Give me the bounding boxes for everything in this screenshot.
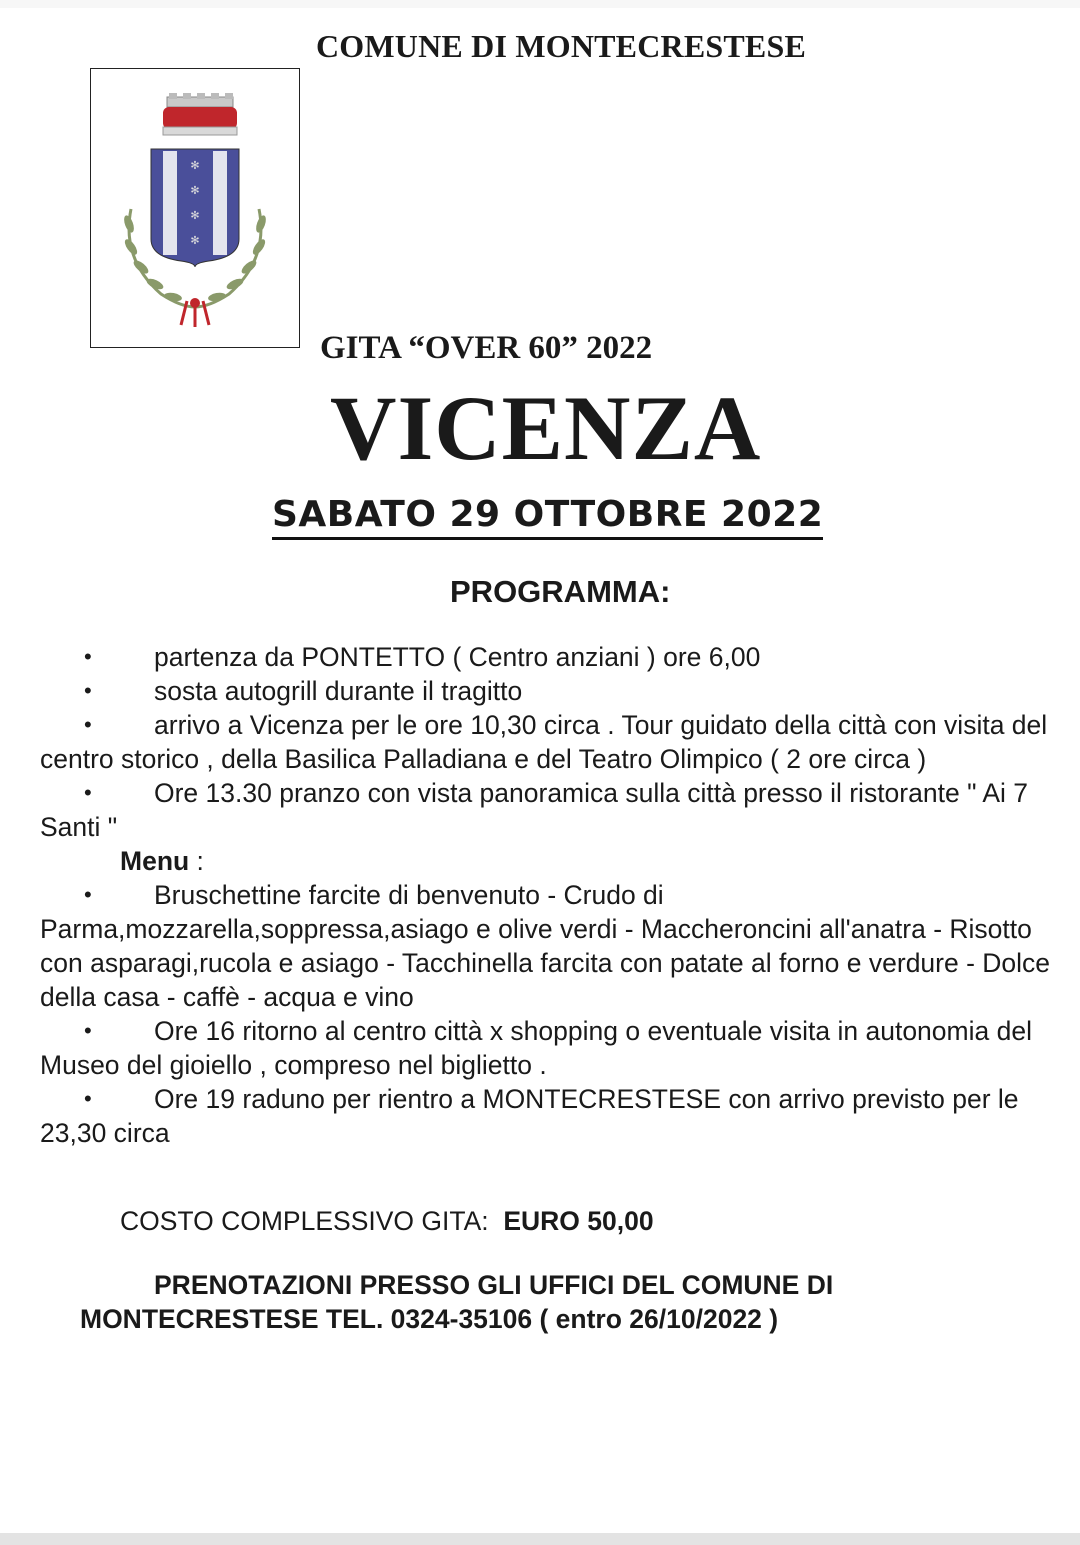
- coat-of-arms: [90, 68, 300, 348]
- coat-of-arms-emblem: [91, 69, 298, 346]
- program-item: [40, 640, 1060, 674]
- program-item-text: sosta autogrill durante il tragitto: [154, 676, 523, 706]
- menu-text: Bruschettine farcite di benvenuto - Crudo di Parma,mozzarella,soppressa,asiago e olive verdi - Maccheroncini all'anatra - Risotto con asparagi,rucola e asiago - Tacchinella farcita con patate al forno e verdure - Dolce della casa - caffè - acqua e vino: [40, 880, 1051, 1012]
- program-item: [40, 674, 1060, 708]
- programma-heading: PROGRAMMA:: [450, 574, 671, 609]
- menu-label: Menu: [120, 846, 190, 876]
- svg-text:✻: ✻: [190, 159, 200, 172]
- program-item: [40, 878, 1060, 1014]
- trip-date-text: SABATO 29 OTTOBRE 2022: [272, 494, 823, 540]
- reservations-info: [80, 1268, 1040, 1336]
- program-item-text: Ore 19 raduno per rientro a MONTECRESTESE con arrivo previsto per le 23,30 circa: [40, 1084, 1019, 1148]
- bullet-icon: •: [84, 780, 92, 805]
- bullet-icon: •: [84, 644, 92, 669]
- program-item-text: Ore 13.30 pranzo con vista panoramica sulla città presso il ristorante " Ai 7 Santi ": [40, 778, 1029, 842]
- svg-text:✻: ✻: [190, 209, 200, 222]
- program-item: [40, 776, 1060, 844]
- bottom-bar: [0, 1533, 1080, 1545]
- bullet-icon: •: [84, 1018, 92, 1043]
- comune-title: COMUNE DI MONTECRESTESE: [316, 28, 807, 64]
- trip-subtitle: GITA “OVER 60” 2022: [320, 330, 653, 366]
- top-bar: [0, 0, 1080, 8]
- city-title: VICENZA: [330, 377, 762, 479]
- menu-colon: :: [189, 846, 204, 876]
- bullet-icon: •: [84, 678, 92, 703]
- program-item: [40, 708, 1060, 776]
- cost-value: EURO 50,00: [503, 1206, 654, 1236]
- crown-icon: [163, 93, 237, 135]
- program-list: [40, 640, 1060, 1150]
- program-item: [40, 1014, 1060, 1082]
- program-item-text: arrivo a Vicenza per le ore 10,30 circa . Tour guidato della città con visita del centro storico , della Basilica Palladiana e del Teatro Olimpico ( 2 ore circa ): [40, 710, 1048, 774]
- shield-icon: [151, 149, 239, 267]
- program-item-text: Ore 16 ritorno al centro città x shopping o eventuale visita in autonomia del Museo del gioiello , compreso nel biglietto .: [40, 1016, 1032, 1080]
- bullet-icon: •: [84, 712, 92, 737]
- reservations-line-2: MONTECRESTESE TEL. 0324-35106 ( entro 26/10/2022 ): [80, 1304, 779, 1334]
- program-item: [40, 1082, 1060, 1150]
- bullet-icon: •: [84, 1086, 92, 1111]
- svg-text:✻: ✻: [190, 184, 200, 197]
- reservations-line-1: PRENOTAZIONI PRESSO GLI UFFICI DEL COMUNE DI: [154, 1270, 834, 1300]
- ribbon-icon: [181, 298, 209, 327]
- trip-date: [272, 494, 872, 535]
- bullet-icon: •: [84, 882, 92, 907]
- svg-text:✻: ✻: [190, 234, 200, 247]
- trip-cost: [120, 1206, 920, 1237]
- cost-label: COSTO COMPLESSIVO GITA:: [120, 1206, 504, 1236]
- program-item-text: partenza da PONTETTO ( Centro anziani ) ore 6,00: [154, 642, 761, 672]
- menu-heading: [40, 844, 1060, 878]
